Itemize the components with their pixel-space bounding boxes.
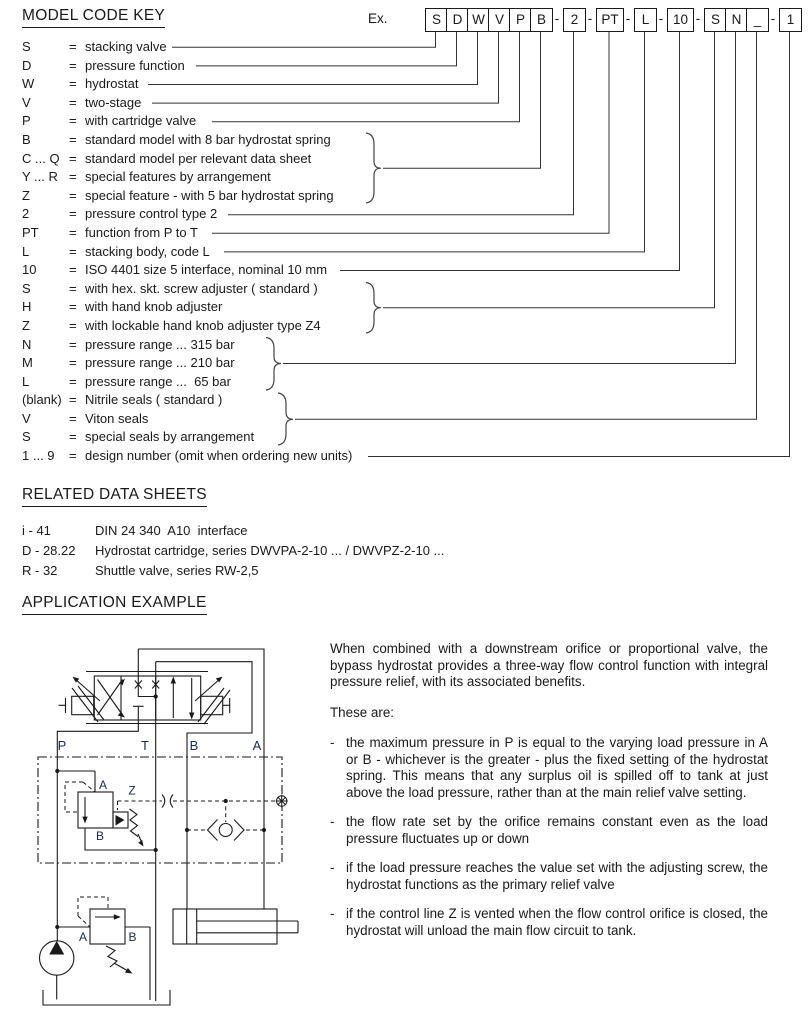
equals-sign: =: [69, 448, 77, 464]
stacking-body-outline: [38, 757, 282, 863]
equals-sign: =: [69, 224, 77, 240]
sheet-desc: Shuttle valve, series RW-2,5: [95, 563, 259, 578]
key-code: Z: [22, 317, 30, 333]
equals-sign: =: [69, 187, 77, 203]
hydrostat-label-a: A: [98, 778, 108, 792]
key-row: [22, 447, 482, 466]
bullet-text: the maximum pressure in P is equal to the varying load pressure in A or B - whichever is the greater - plus the fixed setting of the hydrostat spring. This means that any surplus oil is spilled off to tank at just above the load pressure, rather than at the main relief valve setting.: [346, 735, 768, 800]
key-desc: with hand knob adjuster: [85, 299, 223, 315]
list-intro: These are:: [330, 704, 395, 720]
key-desc: pressure control type 2: [85, 206, 218, 222]
equals-sign: =: [69, 206, 77, 222]
pilot-label-z: Z: [128, 783, 136, 798]
equals-sign: =: [69, 243, 77, 259]
key-row: [22, 38, 482, 57]
key-code: B: [22, 131, 31, 147]
key-row: [22, 187, 482, 206]
code-dash: -: [625, 11, 631, 26]
code-box-pt: PT: [596, 8, 624, 32]
right-solenoid: [201, 696, 223, 714]
code-dash: -: [554, 11, 560, 26]
key-code: S: [22, 39, 31, 54]
port-label-a: A: [252, 738, 262, 753]
equals-sign: =: [69, 410, 77, 426]
model-code-key-list: [22, 38, 482, 466]
hydrostat-label-b: B: [95, 829, 105, 843]
equals-sign: =: [69, 299, 77, 315]
key-desc: standard model per relevant data sheet: [85, 150, 312, 166]
bullet-text: if the load pressure reaches the value set with the adjusting screw, the hydrostat functions as the primary relief valve: [346, 860, 768, 892]
key-code: PT: [22, 224, 39, 240]
code-dash: -: [658, 11, 664, 26]
code-dash: -: [695, 11, 701, 26]
key-desc: with hex. skt. screw adjuster ( standard ): [85, 280, 318, 296]
equals-sign: =: [69, 131, 77, 147]
key-desc: two-stage: [85, 94, 142, 110]
key-code: L: [22, 243, 30, 259]
relief-label-a: A: [78, 930, 88, 944]
code-box-v: V: [488, 8, 511, 32]
code-box-d: D: [446, 8, 469, 32]
equals-sign: =: [69, 39, 77, 54]
orifice-symbol: [162, 795, 173, 808]
equals-sign: =: [69, 317, 77, 333]
bullet-dash: -: [330, 735, 335, 750]
key-code: D: [22, 57, 32, 73]
related-row: [22, 541, 444, 561]
code-dash: -: [770, 11, 776, 26]
port-label-p: P: [57, 738, 67, 753]
code-box-s: S: [425, 8, 448, 32]
code-dash: -: [587, 11, 593, 26]
bullet-dash: -: [330, 860, 335, 875]
equals-sign: =: [69, 113, 77, 129]
code-box-2: 2: [563, 8, 586, 32]
relief-label-b: B: [128, 930, 137, 944]
key-row: [22, 94, 482, 113]
key-row: [22, 131, 482, 150]
key-desc: standard model with 8 bar hydrostat spring: [85, 131, 331, 147]
key-code: M: [22, 355, 33, 371]
cylinder: [173, 909, 277, 944]
code-box-1: 1: [779, 8, 802, 32]
code-box-s2: S: [704, 8, 727, 32]
key-row: [22, 57, 482, 76]
hydrostat-spring: [130, 809, 139, 837]
port-label-t: T: [141, 738, 149, 753]
relief-valve: [90, 909, 125, 944]
key-code: L: [22, 373, 30, 389]
key-desc: ISO 4401 size 5 interface, nominal 10 mm: [85, 262, 328, 278]
equals-sign: =: [69, 169, 77, 185]
shuttle-valve: [208, 820, 245, 841]
circuit-lines: [40, 649, 299, 1005]
tank: [43, 990, 170, 1005]
page-title: [22, 7, 165, 28]
code-box-l: L: [634, 8, 657, 32]
equals-sign: =: [69, 262, 77, 278]
key-row: [22, 224, 482, 243]
intro-paragraph: When combined with a downstream orifice or proportional valve, the bypass hydrostat provides a three-way flow control function with integral pressure relief, with its associated benefits.: [330, 641, 768, 689]
code-box-10: 10: [667, 8, 694, 32]
bullet-dash: -: [330, 814, 335, 829]
bullet-item: [330, 735, 768, 801]
key-code: 2: [22, 206, 30, 222]
sheet-code: i - 41: [22, 523, 51, 538]
bullet-item: [330, 906, 768, 939]
bullet-dash: -: [330, 906, 335, 921]
arrowheads: [49, 677, 266, 974]
sheet-desc: DIN 24 340 A10 interface: [95, 523, 248, 538]
equals-sign: =: [69, 76, 77, 92]
key-desc: pressure function: [85, 57, 185, 73]
key-desc: pressure range ... 65 bar: [85, 373, 231, 389]
application-example-heading: APPLICATION EXAMPLE: [22, 594, 207, 615]
key-row: [22, 112, 482, 131]
key-row: [22, 428, 482, 447]
bullet-text: the flow rate set by the orifice remains constant even as the load pressure fluctuates up or down: [346, 814, 768, 846]
code-box-w: W: [467, 8, 490, 32]
key-desc: hydrostat: [85, 76, 139, 92]
bullet-item: [330, 860, 768, 893]
key-row: [22, 298, 482, 317]
key-row: [22, 75, 482, 94]
key-desc: function from P to T: [85, 224, 198, 240]
key-desc: special features by arrangement: [85, 169, 271, 185]
application-description: [330, 641, 768, 952]
code-box-n: N: [725, 8, 748, 32]
related-row: [22, 561, 444, 581]
key-code: H: [22, 299, 32, 315]
key-row: [22, 243, 482, 262]
key-desc: Viton seals: [85, 410, 149, 426]
key-row: [22, 373, 482, 392]
key-code: 10: [22, 262, 37, 278]
key-row: [22, 391, 482, 410]
equals-sign: =: [69, 150, 77, 166]
key-row: [22, 205, 482, 224]
key-row: [22, 354, 482, 373]
equals-sign: =: [69, 57, 77, 73]
key-desc: design number (omit when ordering new units): [85, 448, 353, 464]
key-code: S: [22, 280, 31, 296]
key-code: Y ... R: [22, 169, 58, 185]
key-row: [22, 168, 482, 187]
key-row: [22, 280, 482, 299]
key-code: 1 ... 9: [22, 448, 55, 464]
key-row: [22, 150, 482, 169]
equals-sign: =: [69, 94, 77, 110]
key-desc: with lockable hand knob adjuster type Z4: [85, 317, 321, 333]
sheet-desc: Hydrostat cartridge, series DWVPA-2-10 ... / DWVPZ-2-10 ...: [95, 543, 445, 558]
key-desc: pressure range ... 210 bar: [85, 355, 235, 371]
example-label: Ex.: [368, 11, 388, 26]
key-desc: stacking body, code L: [85, 243, 210, 259]
related-row: [22, 521, 444, 541]
key-code: S: [22, 429, 31, 445]
key-code: V: [22, 94, 31, 110]
key-code: V: [22, 410, 31, 426]
key-desc: with cartridge valve: [85, 113, 197, 129]
key-desc: stacking valve: [85, 39, 167, 54]
sheet-code: R - 32: [22, 563, 58, 578]
vent-symbol: [276, 795, 288, 807]
key-code: N: [22, 336, 32, 352]
related-data-sheets-heading: RELATED DATA SHEETS: [22, 486, 207, 507]
sheet-code: D - 28.22: [22, 543, 76, 558]
code-box-p: P: [509, 8, 532, 32]
code-box-blank: _: [746, 8, 769, 32]
bullet-text: if the control line Z is vented when the flow control orifice is closed, the hydrostat will unload the main flow circuit to tank.: [346, 906, 768, 938]
equals-sign: =: [69, 280, 77, 296]
code-box-b: B: [530, 8, 553, 32]
key-row: [22, 410, 482, 429]
key-code: P: [22, 113, 31, 129]
equals-sign: =: [69, 355, 77, 371]
equals-sign: =: [69, 373, 77, 389]
key-desc: pressure range ... 315 bar: [85, 336, 235, 352]
hydrostat-valve: [78, 792, 113, 828]
key-code: W: [22, 76, 35, 92]
key-row: [22, 336, 482, 355]
application-example-section-title: [22, 594, 207, 615]
key-desc: special feature - with 5 bar hydrostat spring: [85, 187, 334, 203]
key-code: (blank): [22, 392, 62, 408]
related-data-sheets-section: [22, 486, 444, 581]
equals-sign: =: [69, 429, 77, 445]
hydraulic-circuit-diagram: [10, 628, 320, 1020]
port-label-b: B: [189, 738, 199, 753]
key-desc: Nitrile seals ( standard ): [85, 392, 223, 408]
equals-sign: =: [69, 336, 77, 352]
key-row: [22, 261, 482, 280]
equals-sign: =: [69, 392, 77, 408]
key-row: [22, 317, 482, 336]
bullet-item: [330, 814, 768, 847]
model-code-key-heading: MODEL CODE KEY: [22, 7, 165, 28]
key-desc: special seals by arrangement: [85, 429, 255, 445]
key-code: C ... Q: [22, 150, 60, 166]
key-code: Z: [22, 187, 30, 203]
